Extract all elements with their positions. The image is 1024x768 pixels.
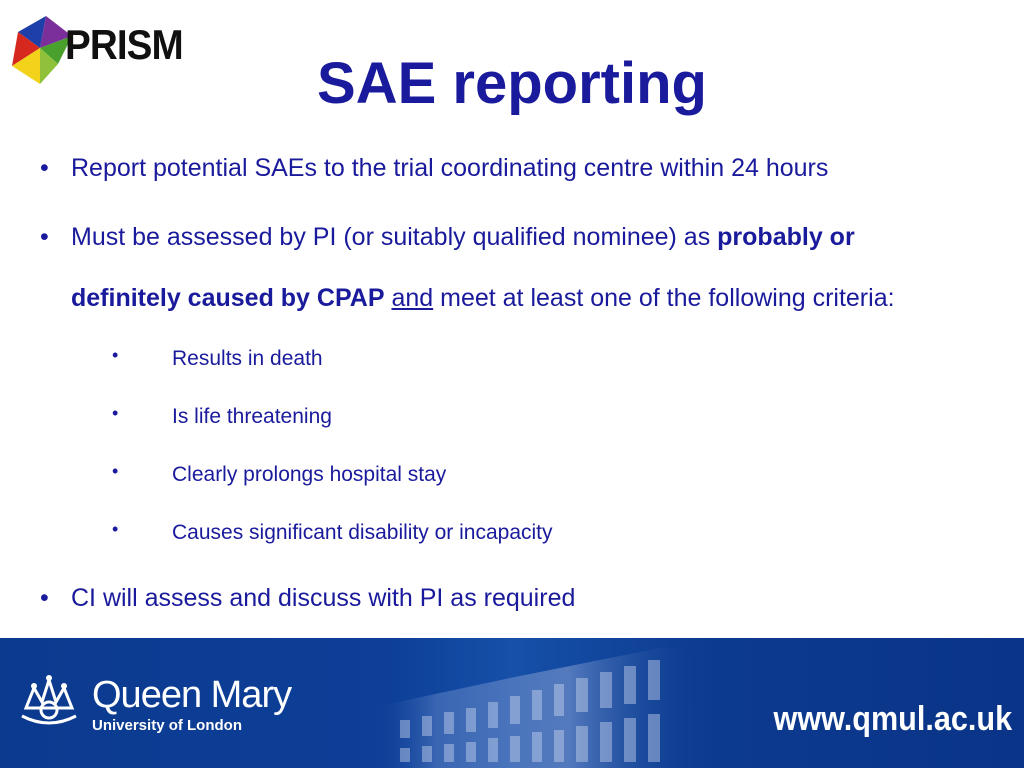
- sub-bullet-dot: •: [112, 461, 119, 481]
- bullet-text: Report potential SAEs to the trial coordinating centre within 24 hours: [71, 154, 829, 182]
- criteria-text: Results in death: [172, 347, 323, 370]
- institution-subtitle: University of London: [92, 717, 242, 734]
- institution-name: Queen Mary: [92, 674, 292, 716]
- footer-banner: [0, 638, 1024, 768]
- prism-logo-text: PRISM: [65, 21, 183, 68]
- bullet-text: [71, 286, 895, 311]
- bullet-text-part: Must be assessed by PI (or suitably qualified nominee) as: [71, 223, 718, 251]
- qm-crown-crest-icon: [14, 668, 84, 738]
- sub-bullet-dot: •: [112, 519, 119, 539]
- slide-title: SAE reporting: [317, 51, 707, 116]
- bullet-bold-text: probably or: [717, 223, 855, 251]
- criteria-text: Is life threatening: [172, 405, 332, 428]
- bullet-bold-text: definitely caused by CPAP: [71, 284, 385, 312]
- bullet-dot: •: [40, 584, 49, 612]
- bullet-underlined-text: and: [391, 284, 434, 312]
- sub-bullet-dot: •: [112, 345, 119, 365]
- sub-bullet-dot: •: [112, 403, 119, 423]
- bullet-text: [71, 225, 855, 250]
- bullet-text: CI will assess and discuss with PI as required: [71, 584, 576, 612]
- criteria-text: Causes significant disability or incapacity: [172, 521, 553, 544]
- bullet-dot: •: [40, 154, 49, 182]
- building-image: [360, 638, 720, 768]
- bullet-text-part: meet at least one of the following criteria:: [433, 284, 895, 312]
- criteria-text: Clearly prolongs hospital stay: [172, 463, 447, 486]
- bullet-dot: •: [40, 223, 49, 251]
- website-url: www.qmul.ac.uk: [773, 700, 1012, 738]
